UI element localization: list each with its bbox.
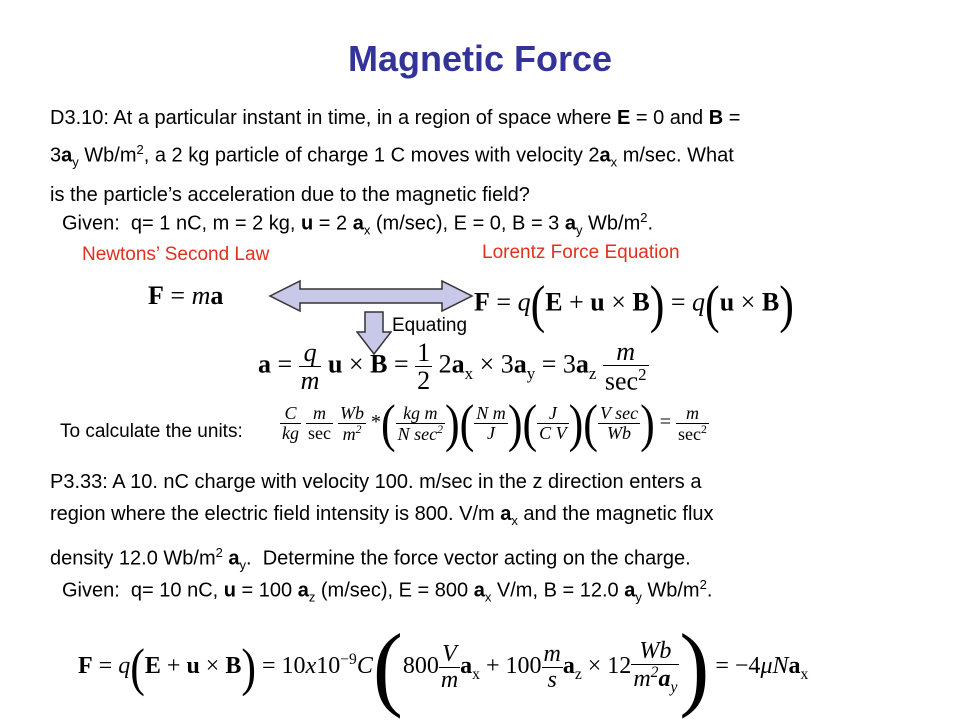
given-line-2: Given: q= 10 nC, u = 100 $a_z$ (m/sec), E = 800 $a_x$ V/m, B = 12.0 $a_y$ $Wb/m^2$. — [62, 577, 713, 605]
force-equation: $F = q(E + u \times B) = 10x10^{-9}C(800$ $\frac{V}{m}$ $a_x + 100$ $\frac{m}{s}$ $a_z \times 12$ $\frac{Wb}{m^2a_y}$ ) = −4μNa$_x$ — [78, 615, 809, 720]
given-line-1: Given: q= 1 nC, m = 2 kg, u = 2 $a_x$ (m/sec), E = 0, B = 3 $a_y$ $Wb/m^2$. — [62, 210, 654, 238]
lorentz-equation: F = q(E + u × B) = q(u × B) — [474, 275, 794, 334]
newton-equation: F = ma — [148, 281, 224, 310]
problem-d3-10: D3.10: At a particular instant in time, in a region of space where E = 0 and B = $3a_y$ $Wb/m^2$, a 2 kg particle of charge 1 C moves with velocity $2a_x$ m/sec. What is the particle’s acceleration due to the magnetic field? — [50, 107, 741, 206]
page-title: Magnetic Force — [347, 38, 613, 79]
lorentz-label: Lorentz Force Equation — [482, 242, 680, 263]
equating-label: Equating — [392, 315, 468, 336]
acceleration-equation: a = $\frac{q}{m}$ u × B = $\frac{1}{2}$ $2a_x \times 3a_y = 3a_z$ $\frac{m}{\sec^2}$ — [258, 337, 647, 396]
double-arrow-icon — [268, 278, 474, 314]
units-label: To calculate the units: — [60, 421, 243, 442]
problem-p3-33: P3.33: A 10. nC charge with velocity 100. m/sec in the z direction enters a region where the electric field intensity is 800. V/m $a_x$ and the magnetic flux density 12.0 $Wb/m^2$ $a_y$. Determine the force vector acting on the charge. — [50, 471, 714, 573]
units-equation: $\frac{C}{kg}$ $\frac{m}{\sec}$ $\frac{Wb}{m^2}$ *( $\frac{\text{kg m}}{N \sec^2}$ )( $\frac{\text{N m}}{J}$ )( $\frac{J}{\text{C V}}$ )( $\frac{\text{V sec}}{Wb}$ ) = $\frac{m}{\sec^2}$ — [282, 394, 707, 453]
newton-label: Newtons’ Second Law — [82, 244, 270, 265]
